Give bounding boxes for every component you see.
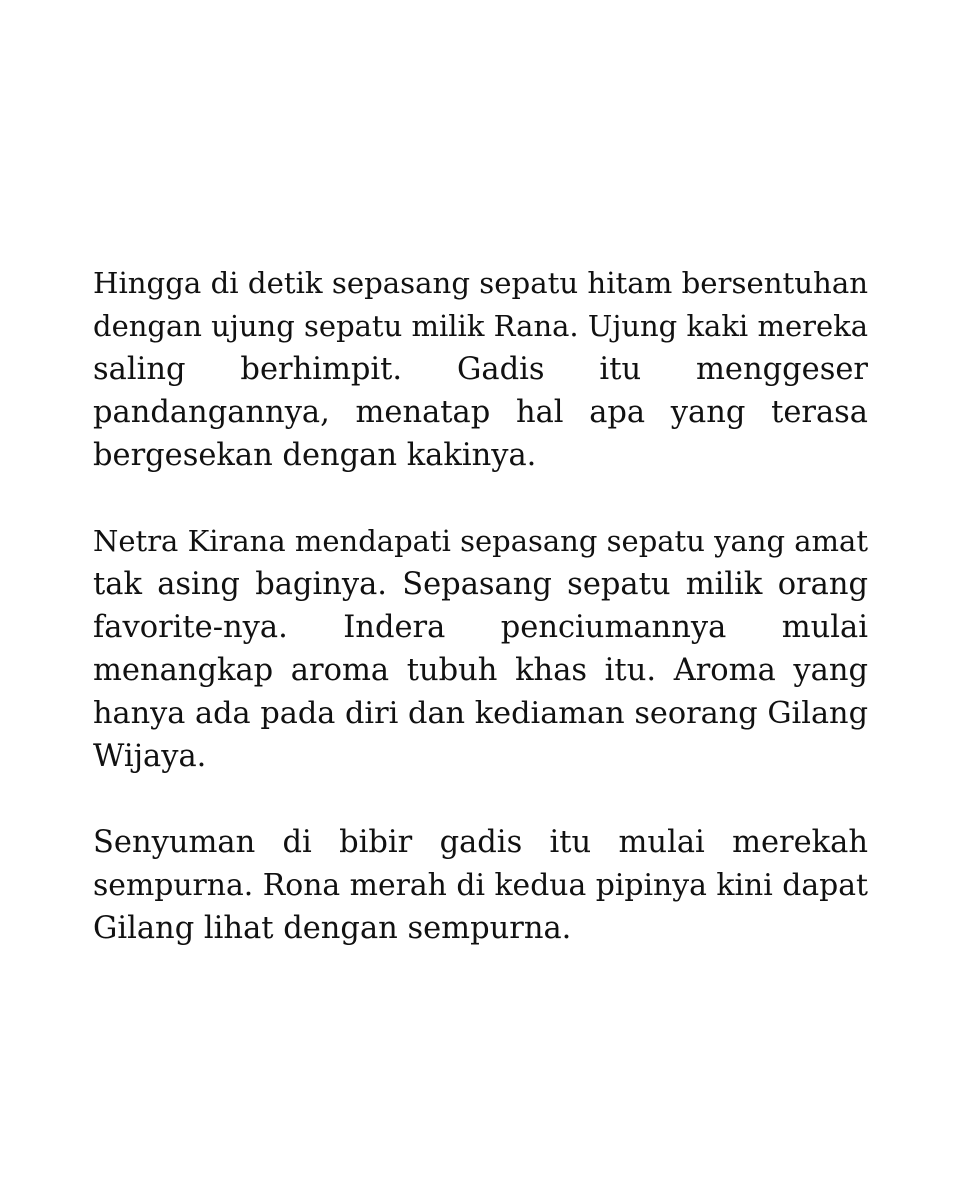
text-line: dengan ujung sepatu milik Rana. Ujung kaki mereka xyxy=(93,309,868,343)
paragraph-1 xyxy=(93,262,868,477)
paragraph-2 xyxy=(93,520,868,778)
paragraph-3 xyxy=(93,821,868,950)
text-line: favorite-nya. Indera penciumannya mulai xyxy=(93,610,868,645)
text-line: bergesekan dengan kakinya. xyxy=(93,438,537,473)
text-line: pandangannya, menatap hal apa yang terasa xyxy=(93,395,868,430)
text-line: Wijaya. xyxy=(93,739,207,774)
text-line: hanya ada pada diri dan kediaman seorang Gilang xyxy=(93,696,868,731)
text-line: Hingga di detik sepasang sepatu hitam bersentuhan xyxy=(93,266,868,300)
text-line: sempurna. Rona merah di kedua pipinya kini dapat xyxy=(93,868,868,903)
text-line: menangkap aroma tubuh khas itu. Aroma yang xyxy=(93,653,868,688)
story-text xyxy=(93,262,868,950)
text-line: Netra Kirana mendapati sepasang sepatu yang amat xyxy=(93,524,868,558)
text-line: Senyuman di bibir gadis itu mulai merekah xyxy=(93,825,868,860)
text-line: Gilang lihat dengan sempurna. xyxy=(93,911,572,946)
text-line: tak asing baginya. Sepasang sepatu milik orang xyxy=(93,567,868,602)
text-line: saling berhimpit. Gadis itu menggeser xyxy=(93,352,868,387)
